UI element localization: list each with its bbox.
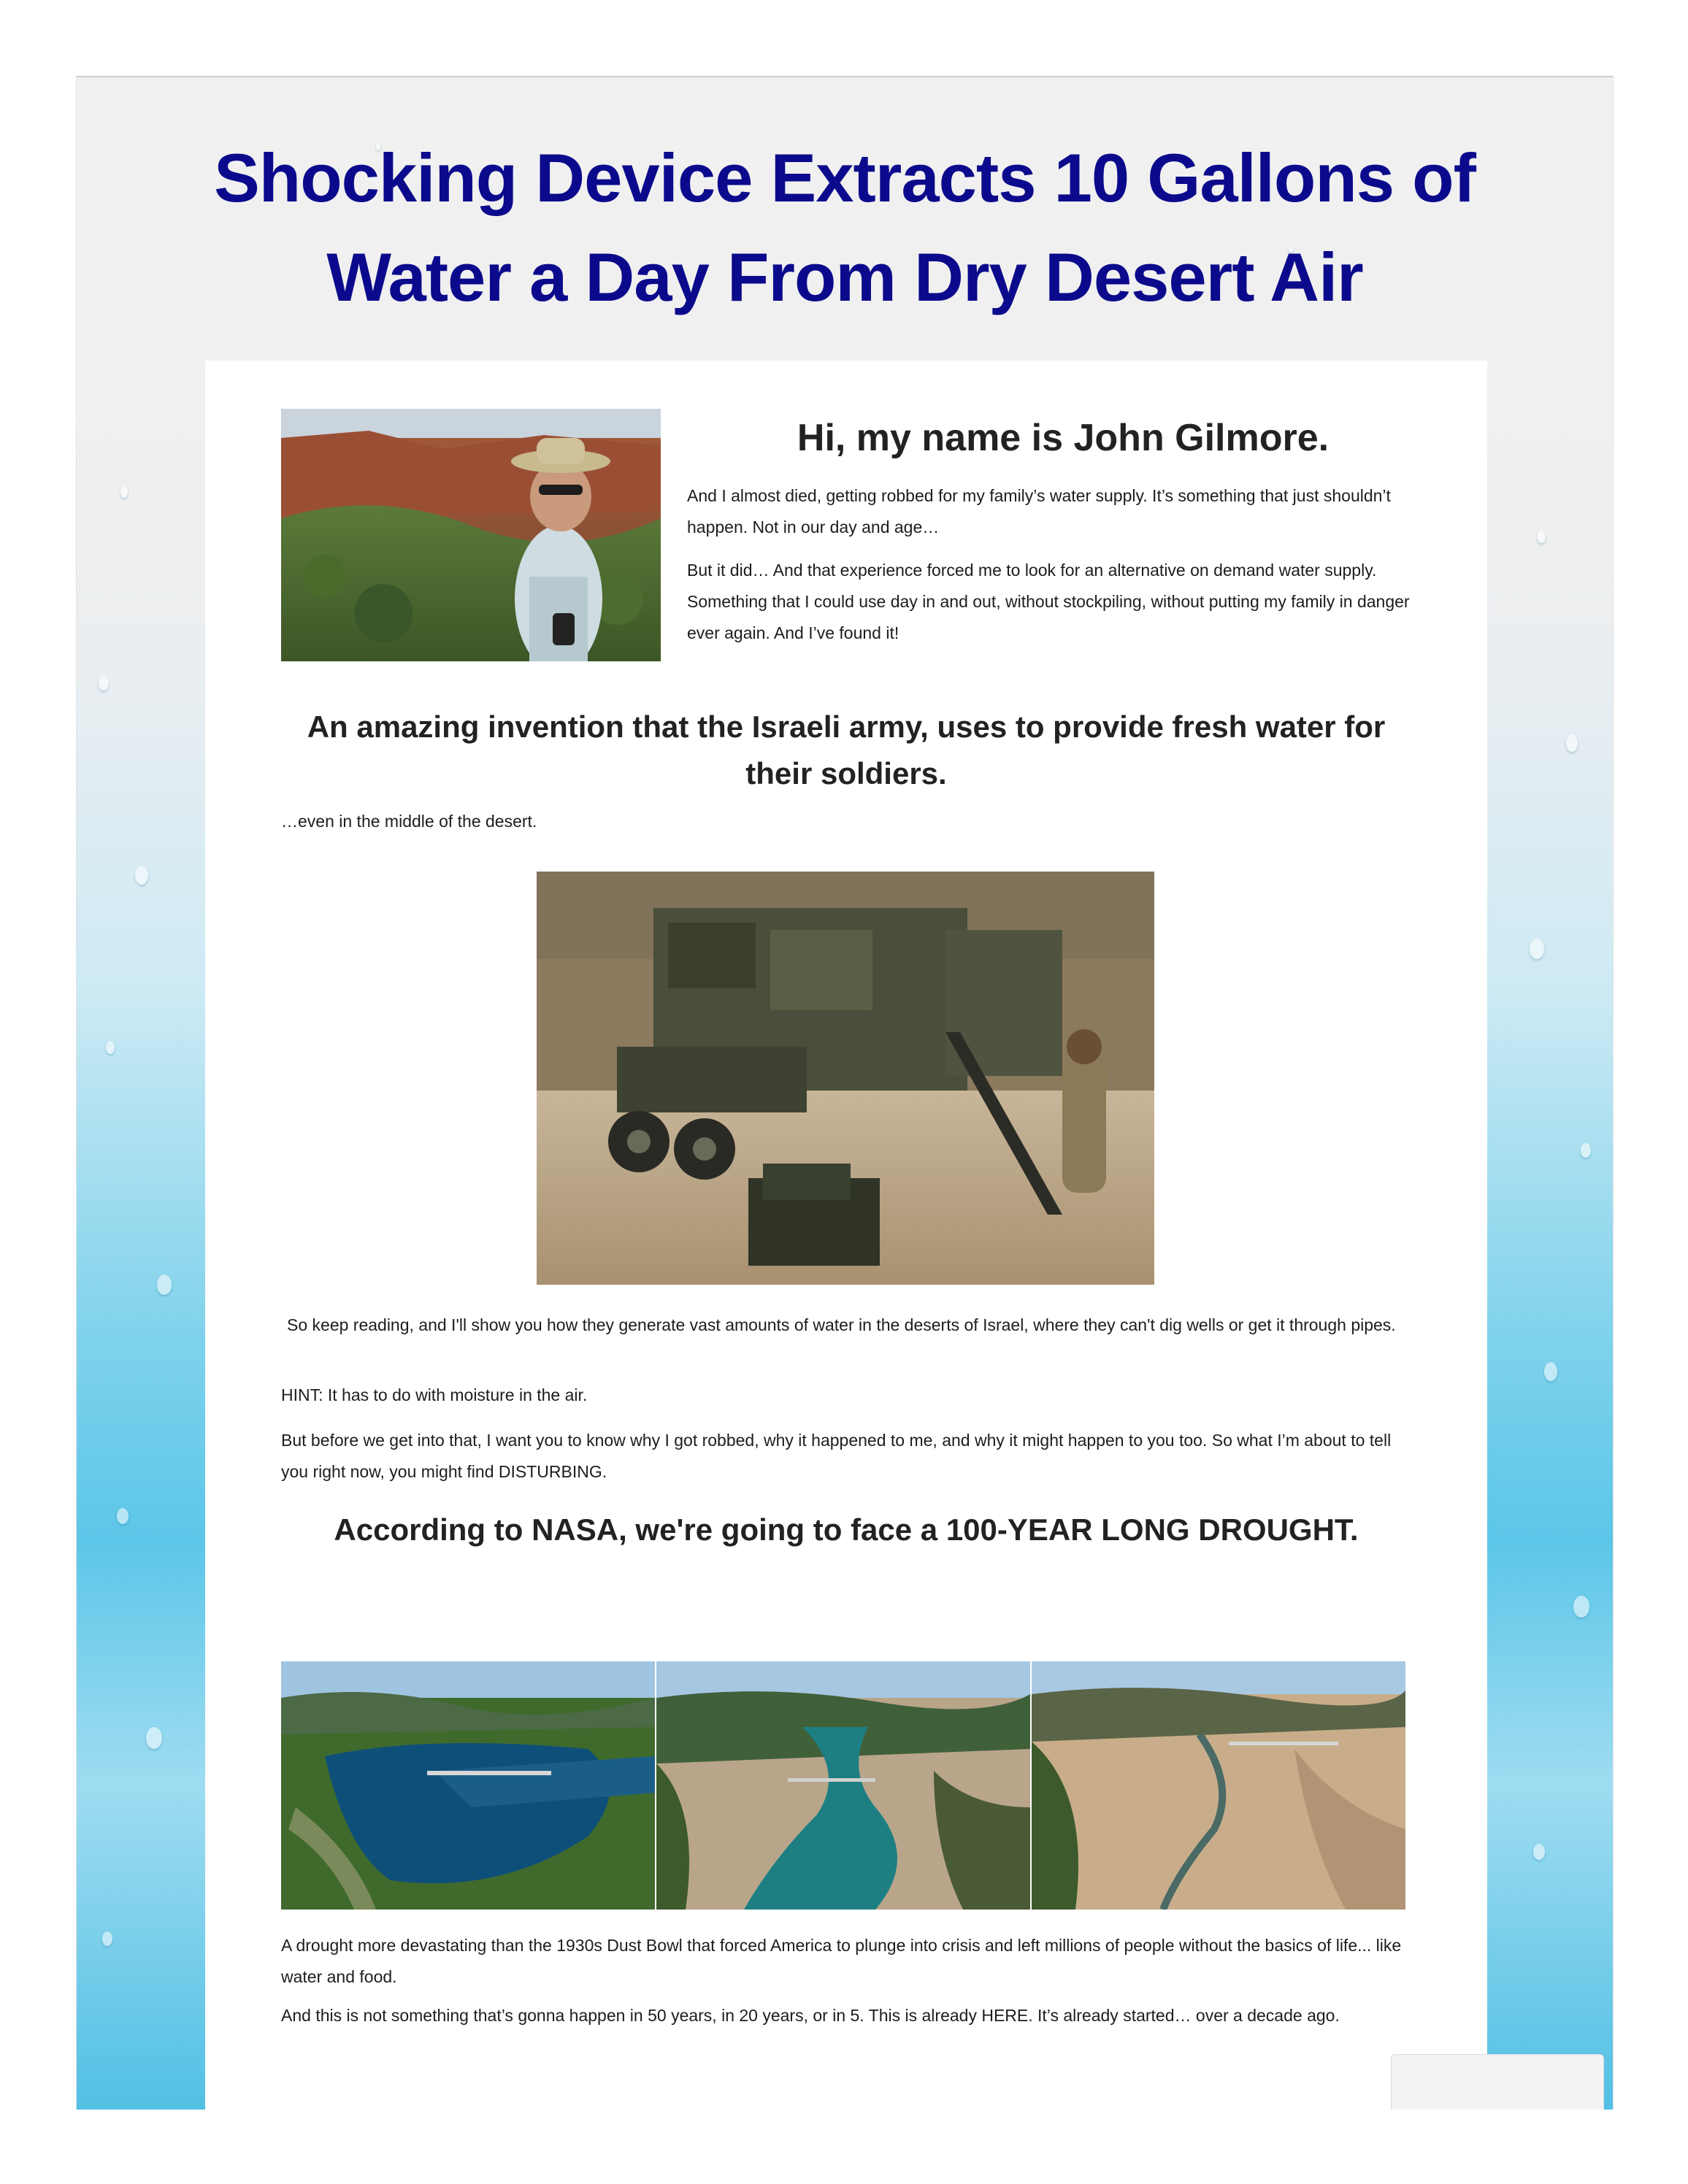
body-paragraph-1: So keep reading, and I'll show you how they generate vast amounts of water in the deserts of Israel, where they can't dig wells or get it through pipes. xyxy=(287,1315,1396,1334)
drought-paragraph-2: And this is not something that’s gonna happen in 50 years, in 20 years, or in 5. This is already HERE. It’s already started… over a decade ago. xyxy=(281,2006,1340,2025)
droplet-decoration xyxy=(157,1274,172,1295)
droplet-decoration xyxy=(1537,530,1546,543)
droplet-decoration xyxy=(1573,1596,1589,1618)
reservoir-dry-photo xyxy=(1032,1661,1405,1910)
droplet-decoration xyxy=(99,676,109,691)
droplet-decoration xyxy=(1533,1844,1545,1860)
droplet-decoration xyxy=(120,486,128,498)
drought-heading: According to NASA, we're going to face a 100-YEAR LONG DROUGHT. xyxy=(334,1512,1359,1547)
droplet-decoration xyxy=(1544,1362,1557,1381)
page-headline xyxy=(77,128,1613,327)
military-truck-photo xyxy=(537,872,1154,1285)
invention-caption: …even in the middle of the desert. xyxy=(281,812,537,831)
droplet-decoration xyxy=(135,866,148,885)
author-photo xyxy=(281,409,661,661)
intro-paragraph-2: But it did… And that experience forced me to look for an alternative on demand water supply. Something that I could use day in and out, without stockpiling, without putting my family in danger ever again. And I’ve found it! xyxy=(687,561,1410,642)
headline-line-1: Shocking Device Extracts 10 Gallons of xyxy=(214,139,1476,216)
floating-widget-tab[interactable] xyxy=(1391,2054,1604,2110)
droplet-decoration xyxy=(146,1727,162,1749)
droplet-decoration xyxy=(106,1041,115,1054)
droplet-decoration xyxy=(102,1931,112,1946)
body-paragraph-2: But before we get into that, I want you to know why I got robbed, why it happened to me, and why it might happen to you too. So what I’m about to tell you right now, you might find DISTURBING. xyxy=(281,1431,1392,1481)
drought-paragraph-1: A drought more devastating than the 1930s Dust Bowl that forced America to plunge into crisis and left millions of people without the basics of life... like water and food. xyxy=(281,1936,1402,1986)
intro-paragraph-1: And I almost died, getting robbed for my family’s water supply. It’s something that just shouldn’t happen. Not in our day and age… xyxy=(687,486,1391,537)
droplet-decoration xyxy=(117,1508,128,1524)
droplet-decoration xyxy=(1581,1143,1591,1158)
page-frame xyxy=(76,76,1614,2110)
hint-text: HINT: It has to do with moisture in the air. xyxy=(281,1385,588,1404)
droplet-decoration xyxy=(1530,939,1544,959)
reservoir-full-photo xyxy=(281,1661,655,1910)
intro-heading: Hi, my name is John Gilmore. xyxy=(797,417,1330,459)
invention-heading: An amazing invention that the Israeli army, uses to provide fresh water for their soldiers. xyxy=(307,710,1386,791)
reservoir-half-photo xyxy=(656,1661,1030,1910)
headline-line-2: Water a Day From Dry Desert Air xyxy=(326,239,1363,315)
droplet-decoration xyxy=(1566,734,1578,752)
content-panel xyxy=(205,361,1487,2110)
